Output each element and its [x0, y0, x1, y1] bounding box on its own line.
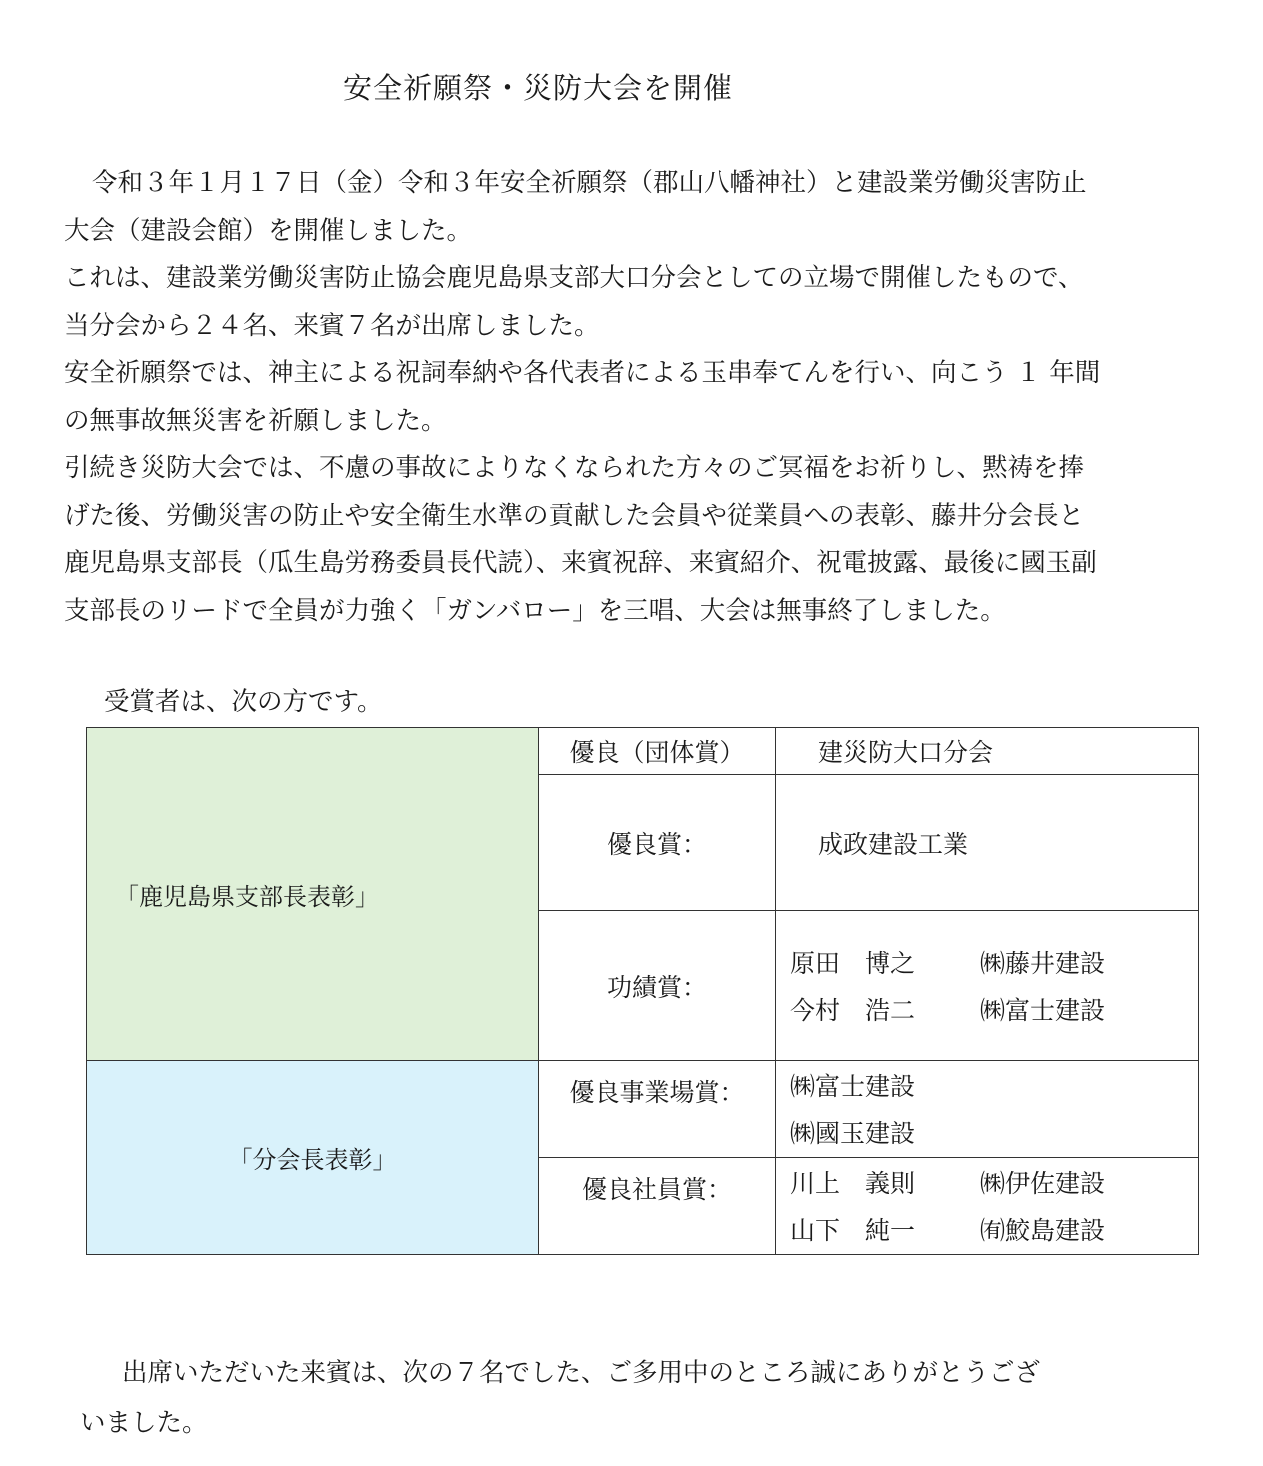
- prefecture-award-category: [87, 728, 539, 1061]
- excellence-award-label: 優良賞：: [539, 775, 776, 911]
- merit-award-winners: [776, 911, 1199, 1061]
- winner-company: ㈱國玉建設: [790, 1118, 916, 1148]
- employee-winner: [776, 1205, 1198, 1252]
- winner-company: ㈲鮫島建設: [980, 1215, 1106, 1245]
- branch-award-category: [87, 1061, 539, 1255]
- awards-intro: 受賞者は、次の方です。: [104, 687, 383, 717]
- workplace-award-winners: [776, 1061, 1199, 1158]
- paragraph-line: 引続き災防大会では、不慮の事故によりなくなられた方々のご冥福をお祈りし、黙祷を捧: [64, 453, 1085, 483]
- paragraph-line: の無事故無災害を祈願しました。: [64, 405, 447, 436]
- winner-name: 今村 浩二: [790, 996, 916, 1025]
- winner-name: 川上 義則: [790, 1168, 916, 1198]
- paragraph-line: 安全祈願祭では、神主による祝詞奉納や各代表者による玉串奉てんを行い、向こう １ 年間: [64, 358, 1101, 388]
- branch-award-category-label: 「分会長表彰」: [228, 1146, 397, 1174]
- closing-paragraph: [80, 1348, 1210, 1448]
- workplace-winner: [776, 1108, 1198, 1155]
- winner-company: ㈱藤井建設: [980, 949, 1106, 978]
- employee-winner: [776, 1158, 1198, 1205]
- paragraph-line: 令和３年１月１７日（金）令和３年安全祈願祭（郡山八幡神社）と建設業労働災害防止: [92, 168, 1087, 198]
- excellence-award-value: 成政建設工業: [776, 775, 1199, 911]
- winner-company: ㈱伊佐建設: [980, 1168, 1106, 1198]
- winner-company: ㈱富士建設: [790, 1071, 916, 1101]
- employee-award-label: 優良社員賞：: [539, 1158, 776, 1255]
- workplace-winner: [776, 1061, 1198, 1108]
- merit-award-label: 功績賞：: [539, 911, 776, 1061]
- paragraph-line: げた後、労働災害の防止や安全衛生水準の貢献した会員や従業員への表彰、藤井分会長と: [64, 500, 1085, 531]
- merit-winner: [776, 939, 1198, 986]
- group-award-label: 優良（団体賞）: [539, 728, 776, 775]
- winner-company: ㈱富士建設: [980, 996, 1106, 1025]
- merit-winner: [776, 986, 1198, 1033]
- closing-line: いました。: [80, 1408, 208, 1438]
- closing-line: 出席いただいた来賓は、次の７名でした、ご多用中のところ誠にありがとうござ: [122, 1358, 1041, 1388]
- paragraph-line: 当分会から２４名、来賓７名が出席しました。: [64, 310, 600, 341]
- winner-name: 原田 博之: [790, 949, 916, 978]
- workplace-award-label: 優良事業場賞：: [539, 1061, 776, 1158]
- paragraph-line: 支部長のリードで全員が力強く「ガンバロー」を三唱、大会は無事終了しました。: [64, 595, 1006, 626]
- awards-table: [86, 727, 1199, 1255]
- group-award-value: 建災防大口分会: [776, 728, 1199, 775]
- prefecture-award-category-label: 「鹿児島県支部長表彰」: [115, 882, 379, 911]
- page-title: 安全祈願祭・災防大会を開催: [343, 71, 734, 105]
- paragraph-line: 鹿児島県支部長（瓜生島労務委員長代読）、来賓祝辞、来賓紹介、祝電披露、最後に國玉副: [64, 548, 1097, 578]
- paragraph-line: 大会（建設会館）を開催しました。: [64, 215, 473, 246]
- employee-award-winners: [776, 1158, 1199, 1255]
- winner-name: 山下 純一: [790, 1215, 916, 1245]
- body-paragraphs: [64, 160, 1194, 635]
- paragraph-line: これは、建設業労働災害防止協会鹿児島県支部大口分会としての立場で開催したもので、: [64, 263, 1084, 293]
